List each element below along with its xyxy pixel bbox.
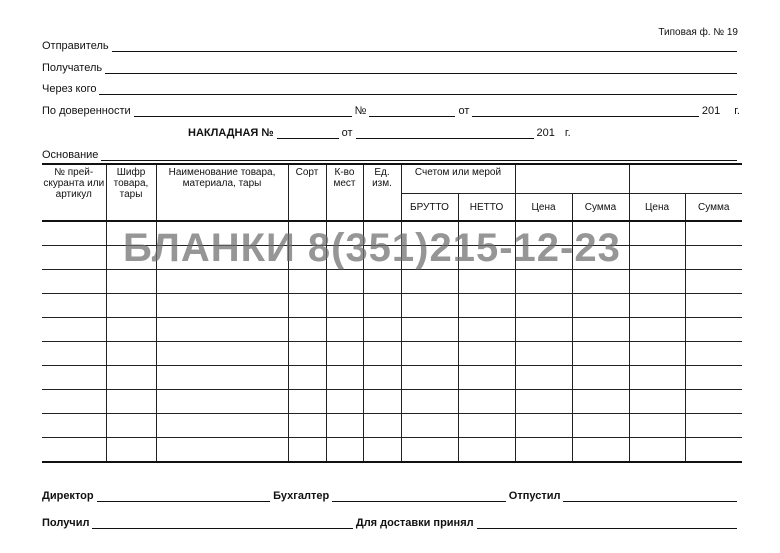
table-row — [42, 438, 742, 463]
title-line — [188, 125, 571, 139]
invoice-date-field[interactable] — [356, 128, 534, 139]
table-cell[interactable] — [572, 414, 629, 438]
table-cell[interactable] — [401, 294, 458, 318]
number-sign: № — [354, 105, 367, 117]
table-row — [42, 270, 742, 294]
header-price-list-no: № прей-скуранта или артикул — [42, 164, 106, 221]
table-cell[interactable] — [685, 342, 742, 366]
header-qty-places: К-во мест — [326, 164, 363, 221]
table-cell[interactable] — [42, 294, 106, 318]
table-cell[interactable] — [629, 221, 685, 246]
table-cell[interactable] — [106, 366, 156, 390]
table-cell[interactable] — [326, 294, 363, 318]
basis-label: Основание — [42, 149, 99, 161]
table-cell[interactable] — [42, 270, 106, 294]
power-of-attorney-field[interactable] — [134, 106, 352, 117]
table-cell[interactable] — [288, 438, 326, 463]
invoice-number-field[interactable] — [277, 128, 339, 139]
table-cell[interactable] — [685, 221, 742, 246]
table-cell[interactable] — [288, 270, 326, 294]
header-price-2: Цена — [629, 194, 685, 222]
table-cell[interactable] — [515, 390, 572, 414]
accountant-field[interactable] — [332, 491, 506, 502]
signature-line-2 — [42, 515, 740, 529]
table-cell[interactable] — [401, 438, 458, 463]
table-cell[interactable] — [363, 366, 401, 390]
table-cell[interactable] — [401, 414, 458, 438]
director-label: Директор — [42, 490, 94, 502]
table-cell[interactable] — [326, 318, 363, 342]
sender-label: Отправитель — [42, 40, 109, 52]
table-cell[interactable] — [629, 414, 685, 438]
table-cell[interactable] — [515, 366, 572, 390]
table-cell[interactable] — [572, 390, 629, 414]
table-cell[interactable] — [629, 318, 685, 342]
table-cell[interactable] — [363, 438, 401, 463]
table-row — [42, 366, 742, 390]
table-cell[interactable] — [458, 342, 515, 366]
power-of-attorney-line — [42, 103, 740, 117]
accepted-field[interactable] — [477, 518, 737, 529]
table-cell[interactable] — [326, 270, 363, 294]
table-cell[interactable] — [458, 366, 515, 390]
table-cell[interactable] — [685, 438, 742, 463]
table-cell[interactable] — [326, 438, 363, 463]
table-cell[interactable] — [685, 270, 742, 294]
table-cell[interactable] — [515, 270, 572, 294]
table-cell[interactable] — [685, 294, 742, 318]
sender-line — [42, 38, 740, 52]
table-cell[interactable] — [572, 438, 629, 463]
table-cell[interactable] — [685, 246, 742, 270]
form-number: Типовая ф. № 19 — [658, 27, 738, 38]
goods-table — [42, 163, 742, 463]
header-gross: БРУТТО — [401, 194, 458, 222]
table-cell[interactable] — [106, 390, 156, 414]
table-cell[interactable] — [326, 366, 363, 390]
table-cell[interactable] — [288, 318, 326, 342]
sender-field[interactable] — [112, 41, 737, 52]
year-prefix: 201 — [701, 105, 721, 117]
table-cell[interactable] — [326, 390, 363, 414]
table-cell[interactable] — [363, 318, 401, 342]
table-cell[interactable] — [629, 342, 685, 366]
received-label: Получил — [42, 517, 90, 529]
header-by-count: Счетом или мерой — [401, 164, 515, 194]
header-price-1: Цена — [515, 194, 572, 222]
table-cell[interactable] — [156, 366, 288, 390]
accepted-label: Для доставки принял — [355, 517, 474, 529]
table-cell[interactable] — [458, 294, 515, 318]
table-cell[interactable] — [106, 270, 156, 294]
page-title: НАКЛАДНАЯ № — [188, 127, 274, 139]
basis-field[interactable] — [101, 150, 737, 161]
table-cell[interactable] — [288, 294, 326, 318]
table-cell[interactable] — [629, 390, 685, 414]
table-cell[interactable] — [629, 294, 685, 318]
table-cell[interactable] — [629, 246, 685, 270]
table-cell[interactable] — [363, 270, 401, 294]
watermark: БЛАНКИ 8(351)215-12-23 — [123, 226, 621, 270]
table-cell[interactable] — [515, 342, 572, 366]
received-field[interactable] — [92, 518, 352, 529]
table-cell[interactable] — [363, 342, 401, 366]
released-label: Отпустил — [508, 490, 561, 502]
table-cell[interactable] — [106, 342, 156, 366]
via-field[interactable] — [99, 84, 737, 95]
header-sum-2: Сумма — [685, 194, 742, 222]
table-cell[interactable] — [326, 414, 363, 438]
table-cell[interactable] — [401, 318, 458, 342]
header-code: Шифр товара, тары — [106, 164, 156, 221]
table-cell[interactable] — [156, 438, 288, 463]
table-row — [42, 294, 742, 318]
title-year-prefix: 201 — [536, 127, 555, 139]
table-cell[interactable] — [515, 318, 572, 342]
header-grade: Сорт — [288, 164, 326, 221]
table-cell[interactable] — [629, 270, 685, 294]
table-cell[interactable] — [42, 390, 106, 414]
attorney-date-field[interactable] — [472, 106, 699, 117]
recipient-line — [42, 60, 740, 74]
table-cell[interactable] — [515, 438, 572, 463]
table-cell[interactable] — [363, 390, 401, 414]
table-cell[interactable] — [42, 246, 106, 270]
table-cell[interactable] — [42, 342, 106, 366]
table-cell[interactable] — [106, 414, 156, 438]
attorney-number-field[interactable] — [369, 106, 455, 117]
table-cell[interactable] — [42, 221, 106, 246]
table-cell[interactable] — [106, 318, 156, 342]
table-cell[interactable] — [458, 438, 515, 463]
table-cell[interactable] — [363, 294, 401, 318]
title-from-label: от — [341, 127, 353, 139]
via-line — [42, 81, 740, 95]
table-row — [42, 390, 742, 414]
table-cell[interactable] — [685, 414, 742, 438]
signature-line-1 — [42, 488, 740, 502]
title-year-suffix: г. — [564, 127, 571, 139]
director-field[interactable] — [97, 491, 271, 502]
table-row — [42, 414, 742, 438]
accountant-label: Бухгалтер — [273, 490, 330, 502]
from-label: от — [458, 105, 470, 117]
header-group-2 — [629, 164, 742, 194]
recipient-field[interactable] — [105, 63, 737, 74]
table-cell[interactable] — [106, 294, 156, 318]
table-cell[interactable] — [458, 390, 515, 414]
table-cell[interactable] — [629, 438, 685, 463]
table-cell[interactable] — [156, 270, 288, 294]
table-cell[interactable] — [401, 390, 458, 414]
basis-line — [42, 147, 740, 161]
via-label: Через кого — [42, 83, 97, 95]
table-cell[interactable] — [156, 342, 288, 366]
table-cell[interactable] — [156, 318, 288, 342]
year-suffix: г. — [734, 105, 740, 117]
table-cell[interactable] — [326, 342, 363, 366]
header-sum-1: Сумма — [572, 194, 629, 222]
recipient-label: Получатель — [42, 62, 103, 74]
table-row — [42, 318, 742, 342]
table-cell[interactable] — [401, 270, 458, 294]
table-cell[interactable] — [156, 294, 288, 318]
table-row — [42, 342, 742, 366]
table-cell[interactable] — [572, 318, 629, 342]
table-cell[interactable] — [42, 414, 106, 438]
table-cell[interactable] — [458, 318, 515, 342]
table-cell[interactable] — [458, 414, 515, 438]
header-name: Наименование товара, материала, тары — [156, 164, 288, 221]
released-field[interactable] — [563, 491, 737, 502]
table-cell[interactable] — [515, 294, 572, 318]
table-cell[interactable] — [106, 438, 156, 463]
table-cell[interactable] — [685, 366, 742, 390]
table-cell[interactable] — [156, 414, 288, 438]
table-cell[interactable] — [288, 414, 326, 438]
table-cell[interactable] — [572, 294, 629, 318]
table-cell[interactable] — [363, 414, 401, 438]
table-cell[interactable] — [685, 318, 742, 342]
power-of-attorney-label: По доверенности — [42, 105, 131, 117]
table-cell[interactable] — [572, 366, 629, 390]
table-cell[interactable] — [572, 270, 629, 294]
table-cell[interactable] — [42, 438, 106, 463]
table-cell[interactable] — [42, 366, 106, 390]
table-cell[interactable] — [288, 390, 326, 414]
header-unit: Ед. изм. — [363, 164, 401, 221]
table-cell[interactable] — [572, 342, 629, 366]
table-cell[interactable] — [42, 318, 106, 342]
table-cell[interactable] — [458, 270, 515, 294]
table-cell[interactable] — [515, 414, 572, 438]
table-cell[interactable] — [401, 342, 458, 366]
table-cell[interactable] — [685, 390, 742, 414]
table-cell[interactable] — [288, 342, 326, 366]
table-cell[interactable] — [629, 366, 685, 390]
table-cell[interactable] — [401, 366, 458, 390]
table-cell[interactable] — [156, 390, 288, 414]
header-group-1 — [515, 164, 629, 194]
table-cell[interactable] — [288, 366, 326, 390]
header-net: НЕТТО — [458, 194, 515, 222]
